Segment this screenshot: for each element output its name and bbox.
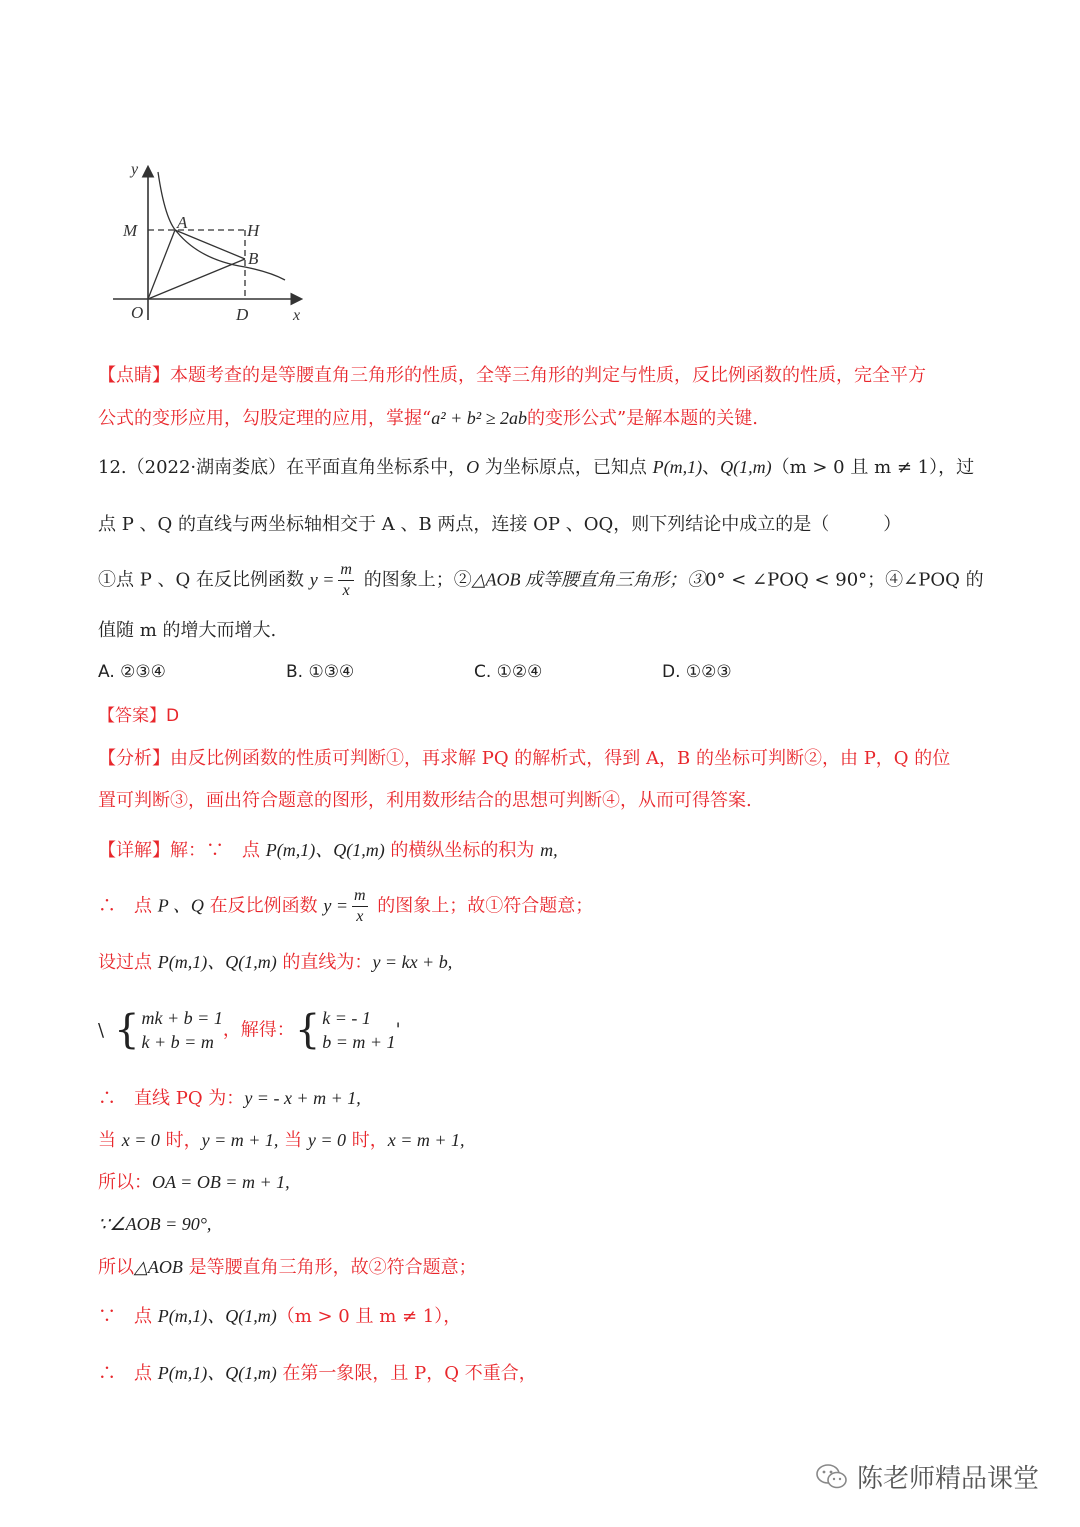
detail-text-7a: 所以：	[98, 1172, 152, 1193]
fraction-m-over-x	[338, 562, 354, 599]
detail-text-6b: x = 0	[121, 1130, 160, 1150]
system-2-eq2: b = m + 1	[322, 1032, 396, 1053]
detail-fraction	[352, 888, 368, 925]
question-line-4	[98, 620, 276, 642]
detail-fraction-den: x	[356, 908, 364, 925]
question-line-2	[98, 514, 901, 536]
left-brace-1: {	[114, 1007, 140, 1054]
label-O: O	[131, 303, 144, 322]
analysis-tag: 【分析】	[98, 748, 170, 769]
question-text-4: 值随 m 的增大而增大.	[98, 620, 277, 641]
system-1-eq2: k + b = m	[141, 1032, 214, 1053]
wechat-icon	[815, 1462, 849, 1492]
label-A: A	[177, 213, 188, 232]
label-x: x	[293, 307, 301, 324]
coordinate-figure	[105, 150, 315, 330]
question-line-3	[98, 562, 984, 599]
option-c: C. ①②④	[474, 662, 543, 682]
detail-text-9b: △AOB	[134, 1257, 183, 1277]
question-text-3c: △AOB 成等腰直角三角形；③	[471, 569, 706, 590]
question-origin: O	[466, 457, 480, 477]
watermark-text: 陈老师精品课堂	[857, 1464, 1040, 1494]
detail-text-2a: ∴ 点	[98, 895, 158, 917]
dianjing-text-2a: 公式的变形应用，勾股定理的应用，掌握“	[98, 408, 432, 429]
watermark	[815, 1458, 1039, 1495]
option-a: A. ②③④	[98, 662, 166, 682]
answer-line	[98, 706, 179, 726]
detail-text-3d: y = kx + b,	[372, 952, 453, 972]
detail-text-10a: ∵ 点	[98, 1306, 158, 1327]
fraction-den: x	[342, 582, 350, 599]
system-1-eq1: mk + b = 1	[141, 1008, 223, 1028]
detail-text-11a: ∴ 点	[98, 1363, 158, 1384]
detail-line-8	[98, 1214, 211, 1236]
analysis-text-2: 置可判断③，画出符合题意的图形，利用数形结合的思想可判断④，从而可得答案.	[98, 790, 752, 811]
label-B: B	[248, 249, 259, 268]
question-yeq: y =	[309, 569, 335, 590]
detail-line-2	[98, 888, 593, 925]
detail-text-5a: ∴ 直线 PQ 为：	[98, 1088, 245, 1109]
dianjing-line-1	[98, 365, 926, 387]
detail-text-2d: 的图象上；故①符合题意；	[371, 895, 594, 917]
question-condition: （m > 0 且 m ≠ 1），过	[771, 457, 975, 478]
segment-OA	[148, 230, 175, 299]
analysis-line-1	[98, 748, 950, 770]
question-point-q: Q(1,m)	[720, 457, 772, 477]
question-text-1a: 12.（2022·湖南娄底）在平面直角坐标系中，	[98, 457, 467, 478]
option-d: D. ①②③	[662, 662, 732, 682]
label-M: M	[123, 221, 138, 240]
analysis-line-2	[98, 790, 752, 812]
detail-text-9c: 是等腰直角三角形，故②符合题意；	[182, 1257, 477, 1278]
question-line-1	[98, 457, 974, 479]
system-mid: ，解得：	[222, 1019, 295, 1041]
detail-text-6g: 时，	[345, 1130, 388, 1151]
detail-line-6	[98, 1130, 465, 1152]
detail-line-3	[98, 952, 452, 974]
detail-text-1a: 解：∵ 点	[170, 840, 266, 861]
detail-text-1c: 的横纵坐标的积为	[384, 840, 541, 861]
system-end: '	[395, 1019, 401, 1041]
detail-text-2b: P 、Q	[157, 895, 204, 916]
system-2-eq1: k = - 1	[322, 1008, 371, 1028]
detail-text-5b: y = - x + m + 1,	[244, 1088, 361, 1108]
answer-value: D	[166, 706, 180, 726]
detail-tag: 【详解】	[98, 840, 170, 861]
dianjing-formula: a² + b² ≥ 2ab	[431, 408, 528, 428]
detail-text-10c: （m > 0 且 m ≠ 1），	[276, 1306, 462, 1327]
detail-yeq: y =	[323, 895, 348, 916]
question-point-p: P(m,1)	[652, 457, 703, 477]
dianjing-tag: 【点睛】	[98, 365, 170, 386]
detail-text-9a: 所以	[98, 1257, 134, 1278]
question-text-1c: 为坐标原点，已知点	[479, 457, 653, 478]
question-text-3b: 的图象上；②	[357, 569, 472, 591]
detail-text-10b: P(m,1)、Q(1,m)	[157, 1306, 277, 1326]
detail-line-9	[98, 1257, 477, 1279]
label-y: y	[131, 161, 139, 178]
label-H: H	[247, 221, 260, 240]
fraction-num: m	[338, 562, 354, 581]
question-text-2: 点 P 、Q 的直线与两坐标轴相交于 A 、B 两点，连接 OP 、OQ，则下列结论中成立的是（ ）	[98, 514, 902, 535]
detail-line-5	[98, 1088, 361, 1110]
detail-text-6a: 当	[98, 1130, 122, 1151]
dianjing-line-2	[98, 408, 758, 430]
detail-line-11	[98, 1363, 537, 1385]
detail-text-6h: x = m + 1,	[387, 1130, 465, 1150]
label-D: D	[236, 305, 249, 324]
question-sep: 、	[702, 457, 721, 478]
detail-text-3b: P(m,1)、Q(1,m)	[157, 952, 277, 972]
dianjing-text-1: 本题考查的是等腰直角三角形的性质，全等三角形的判定与性质，反比例函数的性质，完全平方	[170, 365, 926, 386]
question-text-3a: ①点 P 、Q 在反比例函数	[98, 569, 310, 591]
question-text-3d: 0° < ∠POQ < 90°；④∠POQ 的	[705, 569, 984, 591]
detail-text-6e: 当	[278, 1130, 308, 1151]
detail-text-6c: 时，	[159, 1130, 202, 1151]
detail-text-11c: 在第一象限，且 P，Q 不重合，	[276, 1363, 537, 1384]
option-b: B. ①③④	[286, 662, 355, 682]
detail-text-2c: 在反比例函数	[203, 895, 324, 917]
detail-text-8: ∵∠AOB = 90°,	[98, 1214, 212, 1234]
system-2	[322, 1006, 395, 1055]
detail-text-6f: y = 0	[307, 1130, 346, 1150]
segment-AB	[175, 230, 245, 259]
detail-text-3c: 的直线为：	[276, 952, 373, 973]
detail-text-1d: m,	[540, 840, 558, 860]
detail-text-7b: OA = OB = m + 1,	[152, 1172, 290, 1192]
segment-OB	[148, 259, 245, 299]
detail-fraction-num: m	[352, 888, 368, 907]
detail-text-11b: P(m,1)、Q(1,m)	[157, 1363, 277, 1383]
system-1	[142, 1006, 223, 1055]
dianjing-text-2b: 的变形公式”是解本题的关键.	[527, 408, 758, 429]
system-prefix: \	[98, 1019, 105, 1041]
analysis-text-1: 由反比例函数的性质可判断①，再求解 PQ 的解析式，得到 A，B 的坐标可判断②，由 P，Q 的位	[170, 748, 951, 769]
detail-line-10	[98, 1306, 461, 1328]
detail-line-7	[98, 1172, 290, 1194]
answer-tag: 【答案】	[98, 706, 166, 726]
detail-text-6d: y = m + 1,	[201, 1130, 279, 1150]
detail-line-4-system	[98, 1006, 401, 1055]
detail-line-1	[98, 840, 558, 862]
left-brace-2: {	[294, 1007, 321, 1054]
detail-text-1b: P(m,1)、Q(1,m)	[265, 840, 385, 860]
detail-text-3a: 设过点	[98, 952, 158, 973]
